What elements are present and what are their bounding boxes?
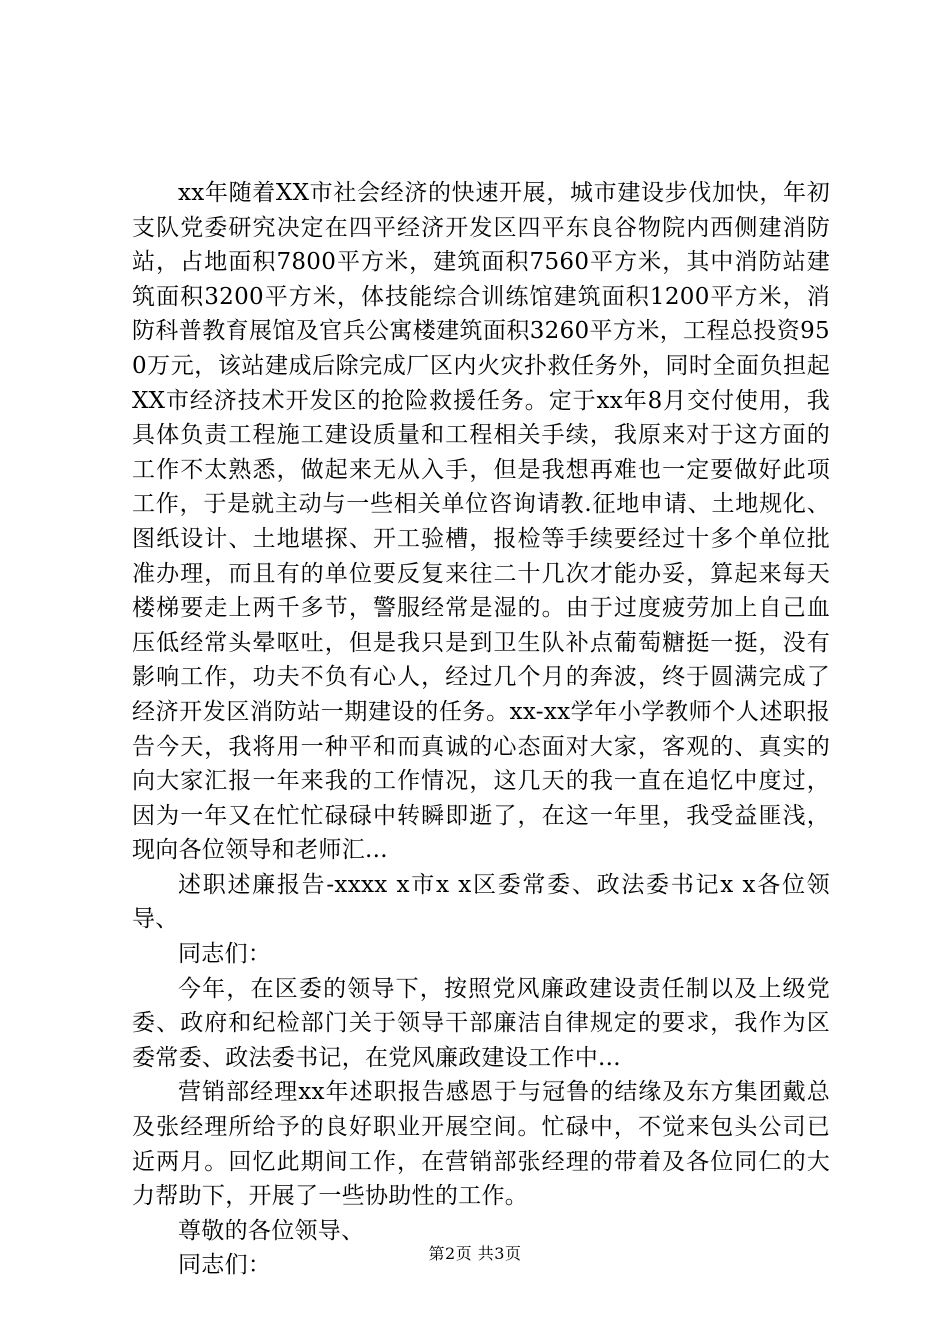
document-body <box>132 176 830 1283</box>
paragraph-greeting: 尊敬的各位领导、 <box>178 1217 365 1244</box>
paragraph-salutation: 同志们： <box>178 941 272 968</box>
page-number-footer: 第2页 共3页 <box>428 1244 522 1263</box>
paragraph-party-work: 今年，在区委的领导下，按照党风廉政建设责任制以及上级党委、政府和纪检部门关于领导干部廉洁自律规定的要求，我作为区委常委、政法委书记，在党风廉政建设工作中... <box>132 975 830 1071</box>
paragraph-marketing-report: 营销部经理xx年述职报告感恩于与冠鲁的结缘及东方集团戴总及张经理所给予的良好职业开展空间。忙碌中，不觉来包头公司已近两月。回忆此期间工作，在营销部张经理的带着及各位同仁的大力帮助下，开展了一些协助性的工作。 <box>132 1079 830 1210</box>
paragraph-report-title: 述职述廉报告-xxxx x市x x区委常委、政法委书记x x各位领导、 <box>132 871 830 933</box>
paragraph-salutation-2: 同志们： <box>178 1252 272 1279</box>
paragraph-construction-report: xx年随着XX市社会经济的快速开展，城市建设步伐加快，年初支队党委研究决定在四平经济开发区四平东良谷物院内西侧建消防站，占地面积7800平方米，建筑面积7560平方米，其中消防站建筑面积3200平方米，体技能综合训练馆建筑面积1200平方米，消防科普教育展馆及官兵公寓楼建筑面积3260平方米，工程总投资950万元，该站建成后除完成厂区内火灾扑救任务外，同时全面负担起XX市经济技术开发区的抢险救援任务。定于xx年8月交付使用，我具体负责工程施工建设质量和工程相关手续，我原来对于这方面的工作不太熟悉，做起来无从入手，但是我想再难也一定要做好此项工作，于是就主动与一些相关单位咨询请教.征地申请、土地规化、图纸设计、土地堪探、开工验槽，报检等手续要经过十多个单位批准办理，而且有的单位要反复来往二十几次才能办妥，算起来每天楼梯要走上两千多节，警服经常是湿的。由于过度疲劳加上自己血压低经常头晕呕吐，但是我只是到卫生队补点葡萄糖挺一挺，没有影响工作，功夫不负有心人，经过几个月的奔波，终于圆满完成了经济开发区消防站一期建设的任务。xx-xx学年小学教师个人述职报告今天，我将用一种平和而真诚的心态面对大家，客观的、真实的向大家汇报一年来我的工作情况，这几天的我一直在追忆中度过，因为一年又在忙忙碌碌中转瞬即逝了，在这一年里，我受益匪浅，现向各位领导和老师汇... <box>132 180 830 864</box>
